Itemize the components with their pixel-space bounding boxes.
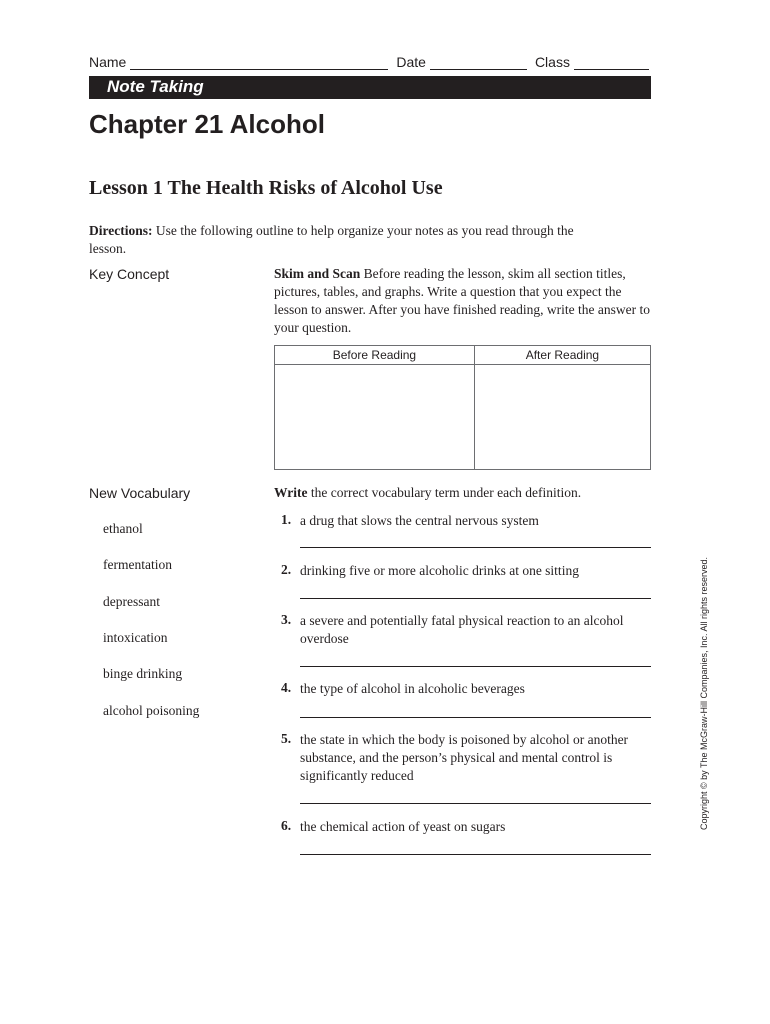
skim-text: Before reading the lesson, skim all section titles, pictures, tables, and graphs. Write a question that you expect the lesson to answer. After you have finished reading, write the answer to your question. xyxy=(274,266,651,335)
instruction-bold: Write xyxy=(274,485,308,500)
definition-number: 5. xyxy=(281,731,292,746)
vocabulary-instruction xyxy=(274,485,581,501)
skim-label: Skim and Scan xyxy=(274,266,361,281)
definition-text: the chemical action of yeast on sugars xyxy=(300,819,506,834)
vocab-term: intoxication xyxy=(103,630,168,645)
definition-text: a drug that slows the central nervous system xyxy=(300,513,539,528)
instruction-text: the correct vocabulary term under each definition. xyxy=(307,485,582,500)
date-label: Date xyxy=(396,54,426,70)
date-field[interactable] xyxy=(430,55,527,70)
vocab-term: depressant xyxy=(103,594,160,609)
directions-text: Use the following outline to help organize your notes as you read through the lesson. xyxy=(89,223,574,256)
definition-text: the state in which the body is poisoned by alcohol or another substance, and the person’s physical and mental control is significantly reduced xyxy=(300,732,629,783)
banner-text: Note Taking xyxy=(107,77,204,96)
copyright-notice: Copyright © by The McGraw-Hill Companies, Inc. All rights reserved. xyxy=(699,556,709,830)
new-vocabulary-label: New Vocabulary xyxy=(89,485,191,501)
lesson-title: Lesson 1 The Health Risks of Alcohol Use xyxy=(89,177,443,199)
definition-text: the type of alcohol in alcoholic beverages xyxy=(300,681,525,696)
definition-number: 6. xyxy=(281,818,292,833)
directions xyxy=(89,222,579,258)
note-taking-banner xyxy=(89,76,651,99)
chapter-title: Chapter 21 Alcohol xyxy=(89,109,325,139)
after-reading-cell[interactable] xyxy=(474,365,650,470)
directions-label: Directions: xyxy=(89,223,153,238)
class-field[interactable] xyxy=(574,55,649,70)
definition-text: a severe and potentially fatal physical reaction to an alcohol overdose xyxy=(300,613,624,646)
before-reading-header: Before Reading xyxy=(275,346,475,365)
name-field[interactable] xyxy=(130,55,388,70)
vocab-term: ethanol xyxy=(103,521,143,536)
vocab-term: fermentation xyxy=(103,557,172,572)
after-reading-header: After Reading xyxy=(474,346,650,365)
definition-number: 4. xyxy=(281,680,292,695)
answer-line[interactable] xyxy=(300,717,651,718)
name-label: Name xyxy=(89,54,127,70)
key-concept-label: Key Concept xyxy=(89,266,170,282)
definition-number: 1. xyxy=(281,512,292,527)
answer-line[interactable] xyxy=(300,803,651,804)
class-label: Class xyxy=(534,54,570,70)
answer-line[interactable] xyxy=(300,666,651,667)
definition-number: 3. xyxy=(281,612,292,627)
definition-number: 2. xyxy=(281,562,292,577)
answer-line[interactable] xyxy=(300,547,651,548)
before-reading-cell[interactable] xyxy=(275,365,475,470)
reading-table xyxy=(274,345,651,470)
definition-text: drinking five or more alcoholic drinks at one sitting xyxy=(300,563,579,578)
vocab-term: alcohol poisoning xyxy=(103,703,200,718)
student-info-header xyxy=(89,50,651,70)
answer-line[interactable] xyxy=(300,598,651,599)
answer-line[interactable] xyxy=(300,854,651,855)
skim-and-scan-instructions xyxy=(274,265,652,337)
vocab-term: binge drinking xyxy=(103,666,183,681)
